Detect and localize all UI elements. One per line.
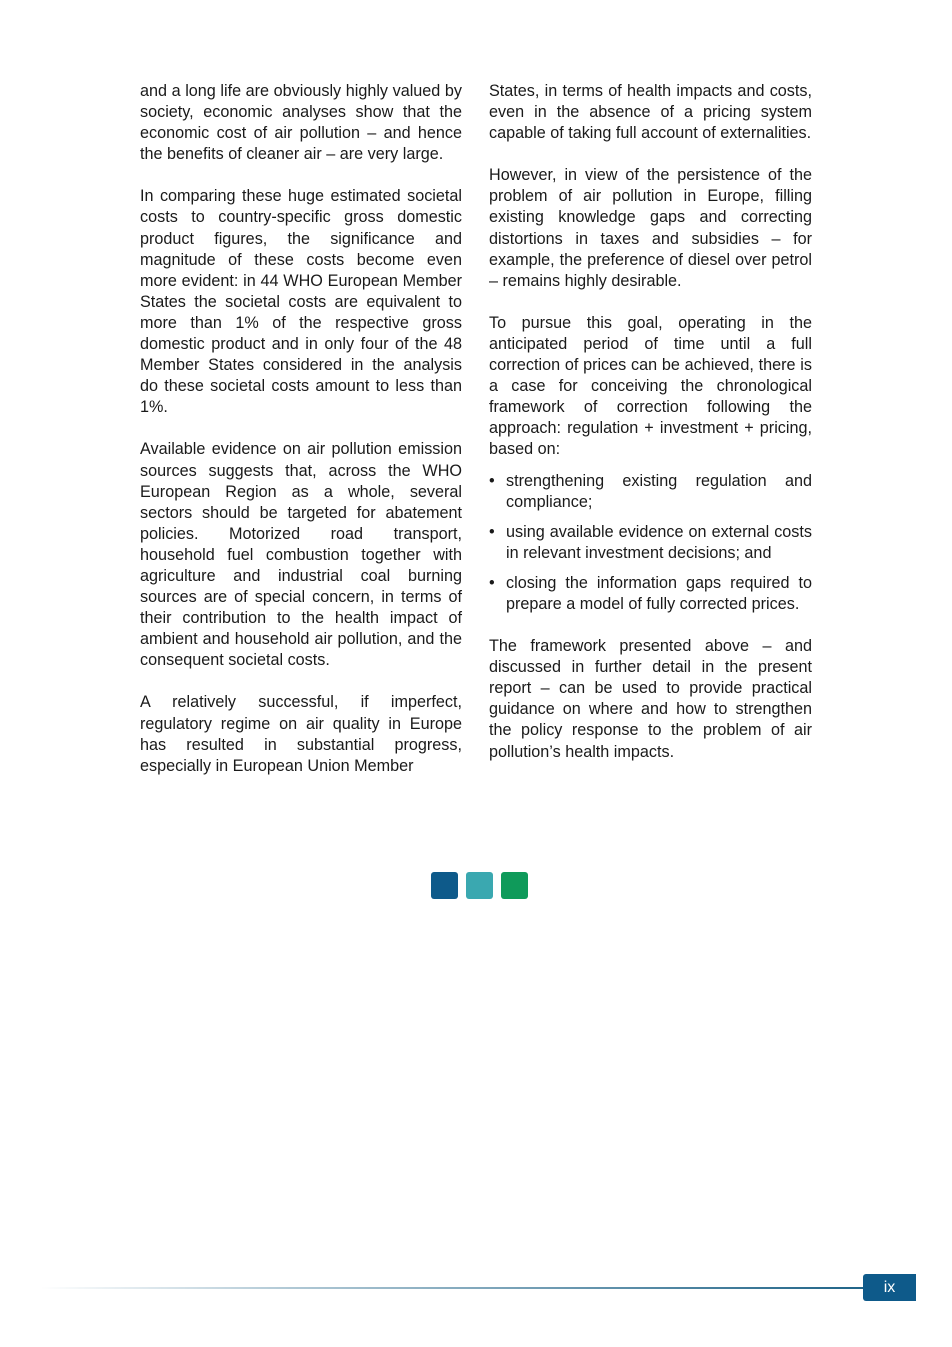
footer-rule xyxy=(40,1287,865,1289)
paragraph: However, in view of the persistence of the problem of air pollution in Europe, filling existing knowledge gaps and correcting distortions in taxes and subsidies – for example, the preference of diesel over petrol – remains highly desirable. xyxy=(489,166,812,290)
section-end-ornament xyxy=(431,872,528,899)
page-number-badge: ix xyxy=(863,1274,916,1301)
list-item: • using available evidence on external costs in relevant investment decisions; and xyxy=(489,522,812,564)
list-item: • strengthening existing regulation and compliance; xyxy=(489,471,812,513)
left-column xyxy=(140,81,462,777)
ornament-square-teal xyxy=(466,872,493,899)
ornament-square-green xyxy=(501,872,528,899)
paragraph: A relatively successful, if imperfect, regulatory regime on air quality in Europe has resulted in substantial progress, especially in European Union Member xyxy=(140,693,462,775)
paragraph: States, in terms of health impacts and costs, even in the absence of a pricing system capable of taking full account of externalities. xyxy=(489,82,812,143)
list-item: • closing the information gaps required to prepare a model of fully corrected prices. xyxy=(489,573,812,615)
paragraph: Available evidence on air pollution emission sources suggests that, across the WHO European Region as a whole, several sectors should be targeted for abatement policies. Motorized road transport, household fuel combustion together with agriculture and industrial coal burning sources are of special concern, in terms of their contribution to the health impact of ambient and household air pollution, and the consequent societal costs. xyxy=(140,440,462,670)
ornament-square-dark-blue xyxy=(431,872,458,899)
bullet-list xyxy=(489,471,812,616)
paragraph: and a long life are obviously highly valued by society, economic analyses show that the economic cost of air pollution – and hence the benefits of cleaner air – are very large. xyxy=(140,82,462,164)
paragraph: The framework presented above – and discussed in further detail in the present report – can be used to provide practical guidance on where and how to strengthen the policy response to the problem of air pollution’s health impacts. xyxy=(489,637,812,761)
paragraph: To pursue this goal, operating in the anticipated period of time until a full correction of prices can be achieved, there is a case for conceiving the chronological framework of correction following the approach: regulation + investment + pricing, based on: xyxy=(489,313,812,459)
paragraph: In comparing these huge estimated societal costs to country-specific gross domestic product figures, the significance and magnitude of these costs become even more evident: in 44 WHO European Member States the societal costs are equivalent to more than 1% of the respective gross domestic product and in only four of the 48 Member States considered in the analysis do these societal costs amount to less than 1%. xyxy=(140,187,462,417)
right-column xyxy=(489,81,812,763)
